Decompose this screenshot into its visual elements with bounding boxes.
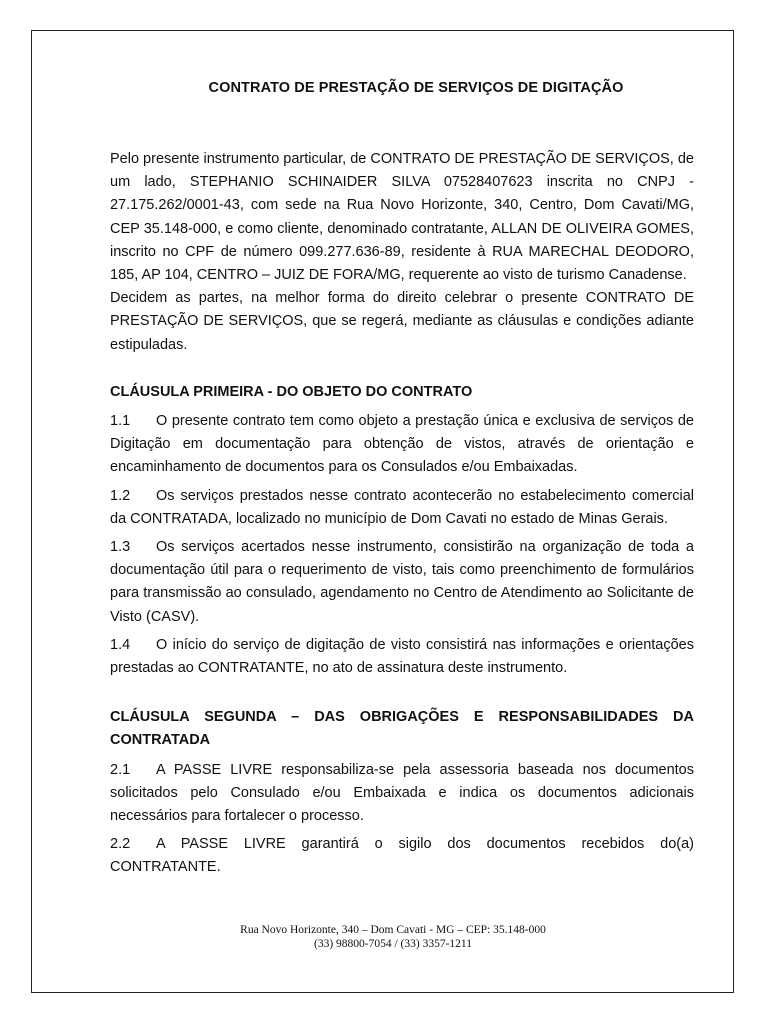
clause-item [110, 536, 694, 629]
clause-item [110, 410, 694, 480]
clause-heading: CLÁUSULA PRIMEIRA - DO OBJETO DO CONTRATO [110, 383, 473, 400]
clause-item-text: Os serviços acertados nesse instrumento, consistirão na organização de toda a documentação útil para o requerimento de visto, tais como preenchimento de formulários para transmissão ao consulado, agendamento no Centro de Atendimento ao Solicitante de Visto (CASV). [110, 539, 694, 625]
clause-item-text: Os serviços prestados nesse contrato acontecerão no estabelecimento comercial da CONTRATADA, localizado no município de Dom Cavati no estado de Minas Gerais. [110, 487, 694, 527]
clause-item-text: O presente contrato tem como objeto a prestação única e exclusiva de serviços de Digitação em documentação para obtenção de vistos, através de orientação e encaminhamento de documentos para os Consulados e/ou Embaixadas. [110, 413, 694, 476]
clause-item [110, 759, 694, 829]
footer-address: Rua Novo Horizonte, 340 – Dom Cavati - MG – CEP: 35.148-000 [240, 924, 546, 936]
clause-item-number: 2.1 [110, 761, 131, 778]
document-title: CONTRATO DE PRESTAÇÃO DE SERVIÇOS DE DIGITAÇÃO [208, 80, 624, 96]
clause-item-number: 1.4 [110, 636, 131, 653]
document-body [110, 148, 694, 885]
clause-item-text: A PASSE LIVRE garantirá o sigilo dos documentos recebidos do(a) CONTRATANTE. [110, 836, 694, 876]
clause-item-number: 1.3 [110, 539, 131, 556]
intro-paragraph: Decidem as partes, na melhor forma do direito celebrar o presente CONTRATO DE PRESTAÇÃO DE SERVIÇOS, que se regerá, mediante as cláusulas e condições adiante estipuladas. [110, 290, 694, 353]
intro-paragraph: Pelo presente instrumento particular, de CONTRATO DE PRESTAÇÃO DE SERVIÇOS, de um lado, STEPHANIO SCHINAIDER SILVA 07528407623 inscrita no CNPJ - 27.175.262/0001-43, com sede na Rua Novo Horizonte, 340, Centro, Dom Cavati/MG, CEP 35.148-000, e como cliente, denominado contratante, ALLAN DE OLIVEIRA GOMES, inscrito no CPF de número 099.277.636-89, residente à RUA MARECHAL DEODORO, 185, AP 104, CENTRO – JUIZ DE FORA/MG, requerente ao visto de turismo Canadense. [110, 151, 694, 284]
clause-item-text: A PASSE LIVRE responsabiliza-se pela assessoria baseada nos documentos solicitados pelo Consulado e/ou Embaixada e indica os documentos adicionais necessários para fortalecer o processo. [110, 761, 694, 825]
clause-item-text: O início do serviço de digitação de visto consistirá nas informações e orientações prestadas ao CONTRATANTE, no ato de assinatura deste instrumento. [110, 636, 694, 677]
footer-phones: (33) 98800-7054 / (33) 3357-1211 [314, 938, 472, 950]
clause-item [110, 833, 694, 879]
clause-item-number: 2.2 [110, 836, 131, 853]
clause-item-number: 1.2 [110, 487, 131, 504]
clause-item [110, 634, 694, 680]
clause-heading: CLÁUSULA SEGUNDA – DAS OBRIGAÇÕES E RESPONSABILIDADES DA CONTRATADA [110, 709, 694, 749]
clause-item-number: 1.1 [110, 413, 131, 430]
page-footer [0, 923, 768, 951]
clause-item [110, 485, 694, 531]
